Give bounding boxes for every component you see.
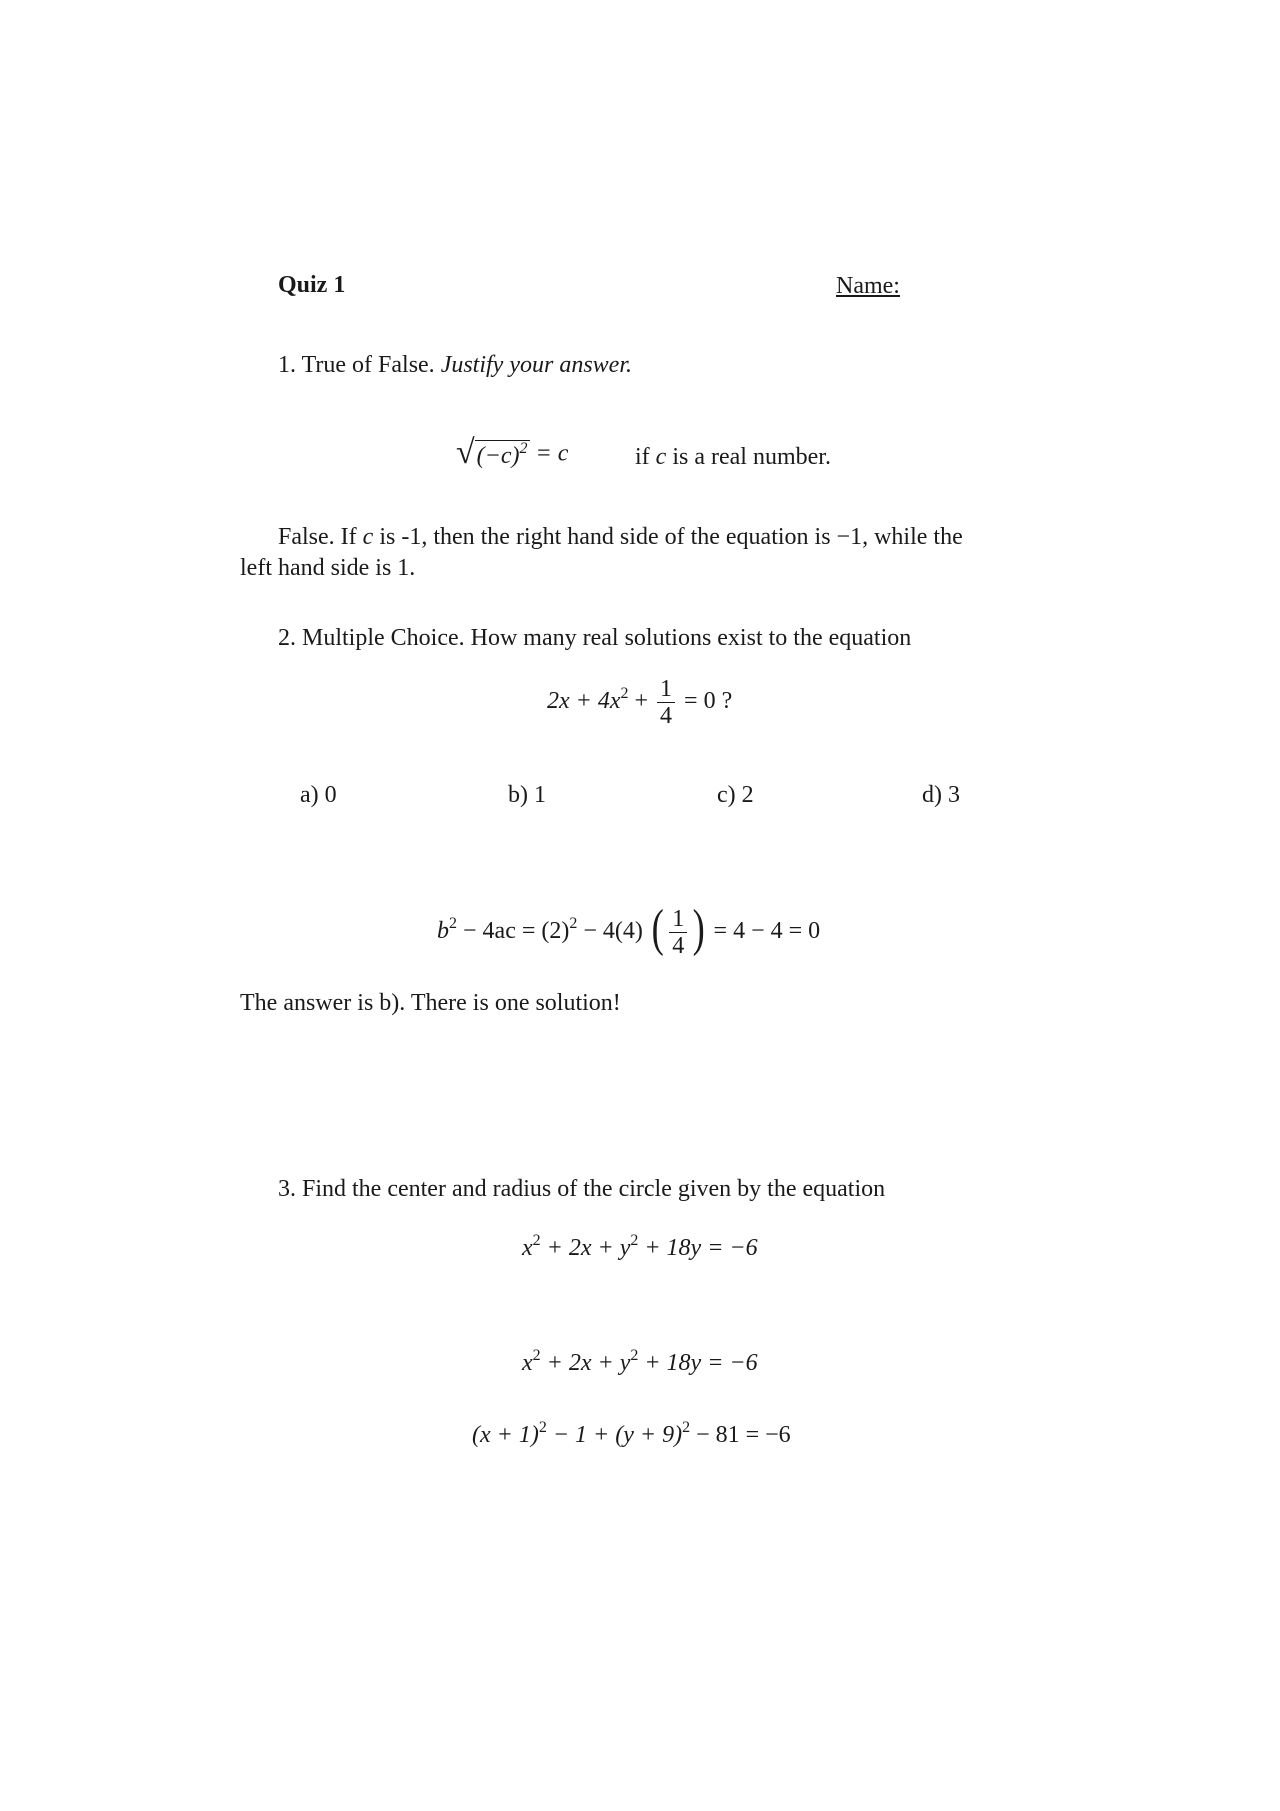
fraction: $\frac{1}{4}$ bbox=[669, 906, 687, 959]
q2-prompt: 2. Multiple Choice. How many real solutions exist to the equation bbox=[278, 625, 912, 651]
q1-answer-line2: left hand side is 1. bbox=[240, 555, 416, 581]
q3-work-line2: $(x + 1)^2 - 1 + (y + 9)^2 - 81 = -6$ bbox=[472, 1419, 791, 1448]
q1-prompt: 1. True of False. Justify your answer. bbox=[278, 352, 633, 378]
sqrt-expression: $√(-c)^2$ bbox=[456, 434, 528, 471]
quiz-title: Quiz 1 bbox=[278, 272, 346, 298]
q2-answer: The answer is b). There is one solution! bbox=[240, 990, 621, 1016]
choice-d: d) 3 bbox=[922, 782, 960, 808]
choice-a: a) 0 bbox=[300, 782, 337, 808]
name-label: Name: bbox=[836, 273, 900, 299]
discriminant-equation: $b^2 - 4ac = (2)^2 - 4(4)$ ( $\frac{1}{4}$ ) = 4 − 4 = 0 bbox=[437, 899, 821, 959]
q3-prompt: 3. Find the center and radius of the circle given by the equation bbox=[278, 1176, 886, 1202]
q3-equation: $x^2 + 2x + y^2 + 18y = -6$ bbox=[522, 1232, 758, 1261]
fraction: $\frac{1}{4}$ bbox=[657, 676, 675, 729]
q1-condition: if c is a real number. bbox=[635, 444, 831, 470]
choice-b: b) 1 bbox=[508, 782, 546, 808]
q1-answer-line1: False. If c is -1, then the right hand side of the equation is −1, while the bbox=[278, 524, 963, 550]
choice-c: c) 2 bbox=[717, 782, 754, 808]
q3-work-line1: $x^2 + 2x + y^2 + 18y = -6$ bbox=[522, 1347, 758, 1376]
q1-equation: $√(-c)^2 = c$ bbox=[456, 434, 569, 471]
q2-equation: $2x + 4x^2$ + $\frac{1}{4}$ = 0 ? bbox=[547, 676, 733, 729]
